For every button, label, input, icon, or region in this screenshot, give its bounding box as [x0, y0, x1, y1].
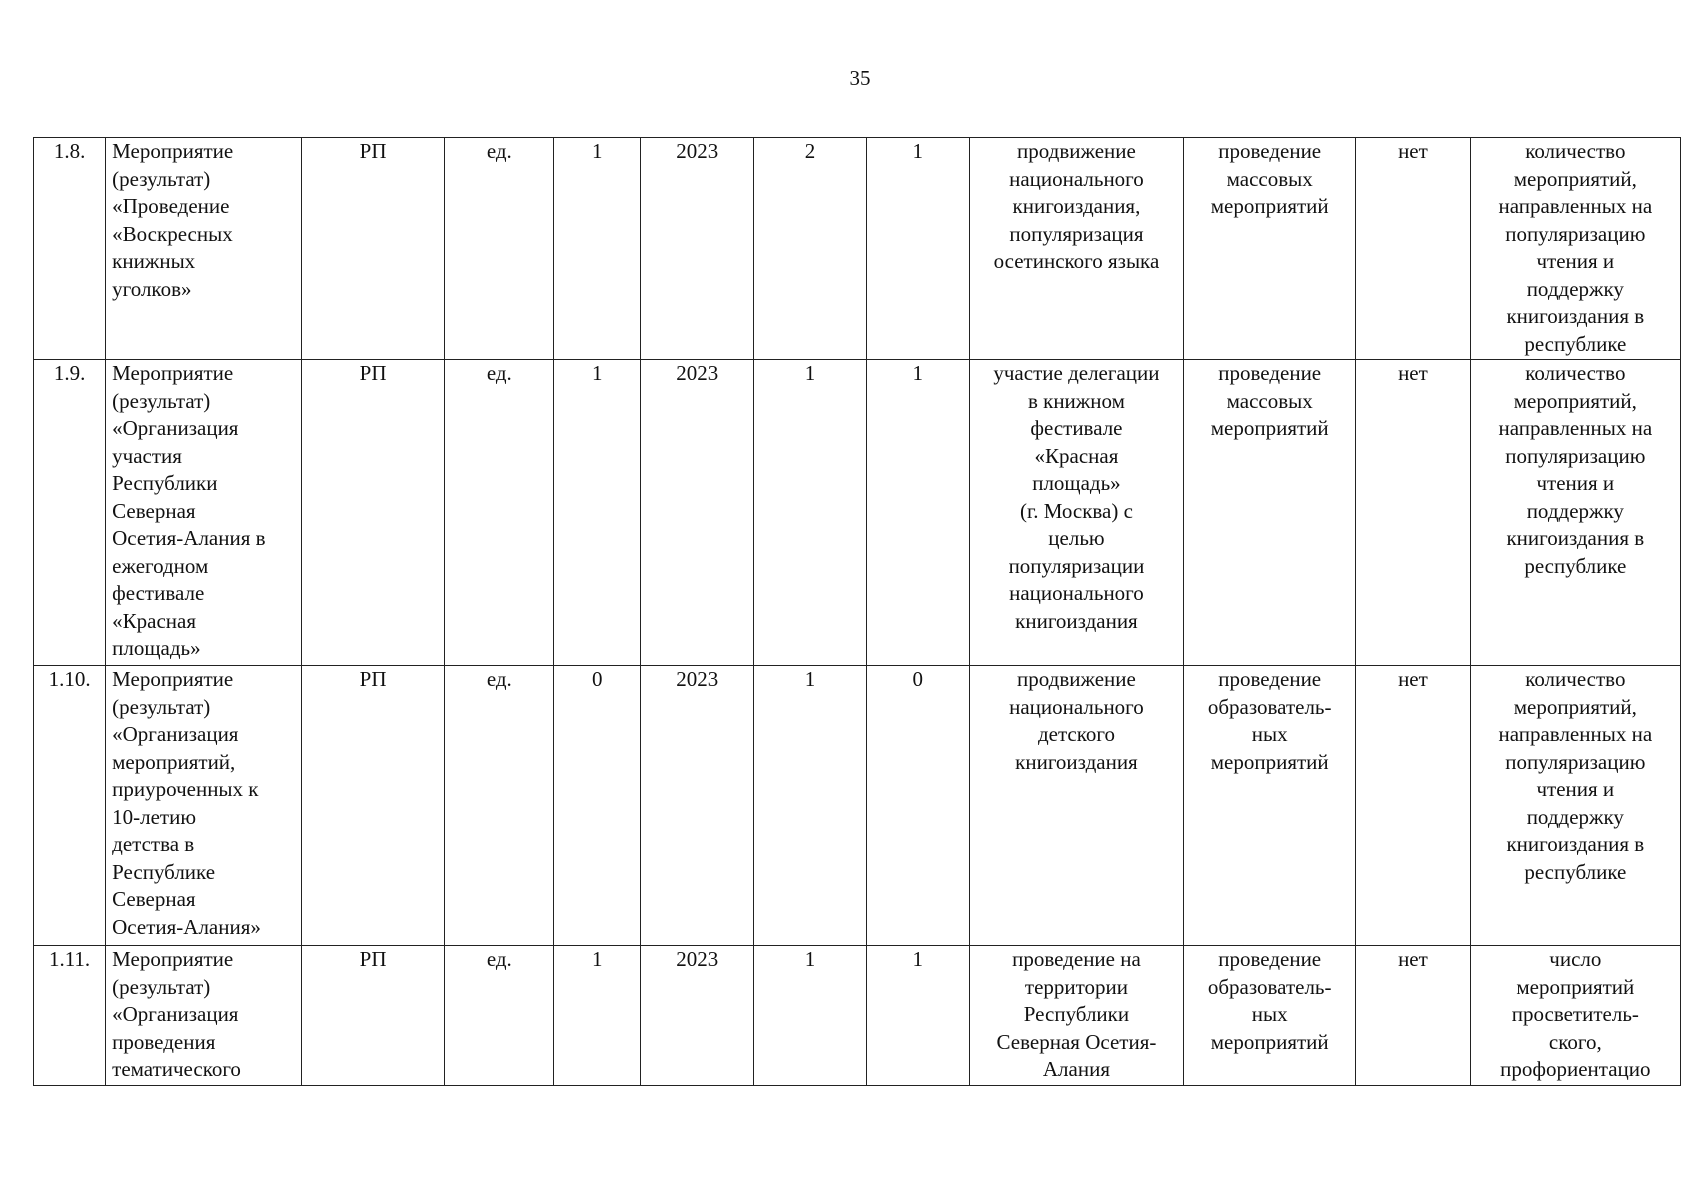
base-value: 1: [554, 946, 641, 1086]
table-row: [34, 666, 1681, 946]
base-value: 0: [554, 666, 641, 946]
description: участие делегации в книжном фестивале «Красная площадь» (г. Москва) с целью популяризации национального книгоиздания: [969, 360, 1183, 666]
description: проведение на территории Республики Северная Осетия- Алания: [969, 946, 1183, 1086]
indicator: количество мероприятий, направленных на популяризацию чтения и поддержку книгоиздания в республике: [1470, 666, 1680, 946]
measure-type: РП: [301, 360, 444, 666]
year: 2023: [641, 666, 754, 946]
year: 2023: [641, 946, 754, 1086]
flag: нет: [1356, 946, 1470, 1086]
measure-name: Мероприятие (результат) «Организация проведения тематического: [106, 946, 302, 1086]
year: 2023: [641, 138, 754, 360]
table-row: [34, 360, 1681, 666]
measure-type: РП: [301, 666, 444, 946]
table-row: [34, 946, 1681, 1086]
indicator: количество мероприятий, направленных на популяризацию чтения и поддержку книгоиздания в республике: [1470, 360, 1680, 666]
measures-table-container: [33, 137, 1681, 1086]
value-1: 2: [754, 138, 866, 360]
description: продвижение национального книгоиздания, популяризация осетинского языка: [969, 138, 1183, 360]
measure-name: Мероприятие (результат) «Организация участия Республики Северная Осетия-Алания в ежегодном фестивале «Красная площадь»: [106, 360, 302, 666]
measure-kind: проведение массовых мероприятий: [1184, 138, 1356, 360]
measure-name: Мероприятие (результат) «Организация мероприятий, приуроченных к 10-летию детства в Республике Северная Осетия-Алания»: [106, 666, 302, 946]
row-number: 1.11.: [34, 946, 106, 1086]
year: 2023: [641, 360, 754, 666]
value-2: 0: [866, 666, 969, 946]
measure-kind: проведение массовых мероприятий: [1184, 360, 1356, 666]
unit: ед.: [445, 360, 554, 666]
row-number: 1.8.: [34, 138, 106, 360]
value-2: 1: [866, 360, 969, 666]
measure-kind: проведение образователь- ных мероприятий: [1184, 946, 1356, 1086]
description: продвижение национального детского книгоиздания: [969, 666, 1183, 946]
flag: нет: [1356, 666, 1470, 946]
page-number: 35: [849, 66, 871, 90]
row-number: 1.9.: [34, 360, 106, 666]
indicator: число мероприятий просветитель- ского, профориентацио: [1470, 946, 1680, 1086]
value-1: 1: [754, 360, 866, 666]
unit: ед.: [445, 666, 554, 946]
value-2: 1: [866, 946, 969, 1086]
value-1: 1: [754, 946, 866, 1086]
table-row: [34, 138, 1681, 360]
measure-name: Мероприятие (результат) «Проведение «Воскресных книжных уголков»: [106, 138, 302, 360]
row-number: 1.10.: [34, 666, 106, 946]
measure-kind: проведение образователь- ных мероприятий: [1184, 666, 1356, 946]
value-2: 1: [866, 138, 969, 360]
flag: нет: [1356, 138, 1470, 360]
indicator: количество мероприятий, направленных на популяризацию чтения и поддержку книгоиздания в республике: [1470, 138, 1680, 360]
value-1: 1: [754, 666, 866, 946]
measure-type: РП: [301, 138, 444, 360]
unit: ед.: [445, 138, 554, 360]
base-value: 1: [554, 360, 641, 666]
unit: ед.: [445, 946, 554, 1086]
flag: нет: [1356, 360, 1470, 666]
base-value: 1: [554, 138, 641, 360]
measures-table: [33, 137, 1681, 1086]
measure-type: РП: [301, 946, 444, 1086]
